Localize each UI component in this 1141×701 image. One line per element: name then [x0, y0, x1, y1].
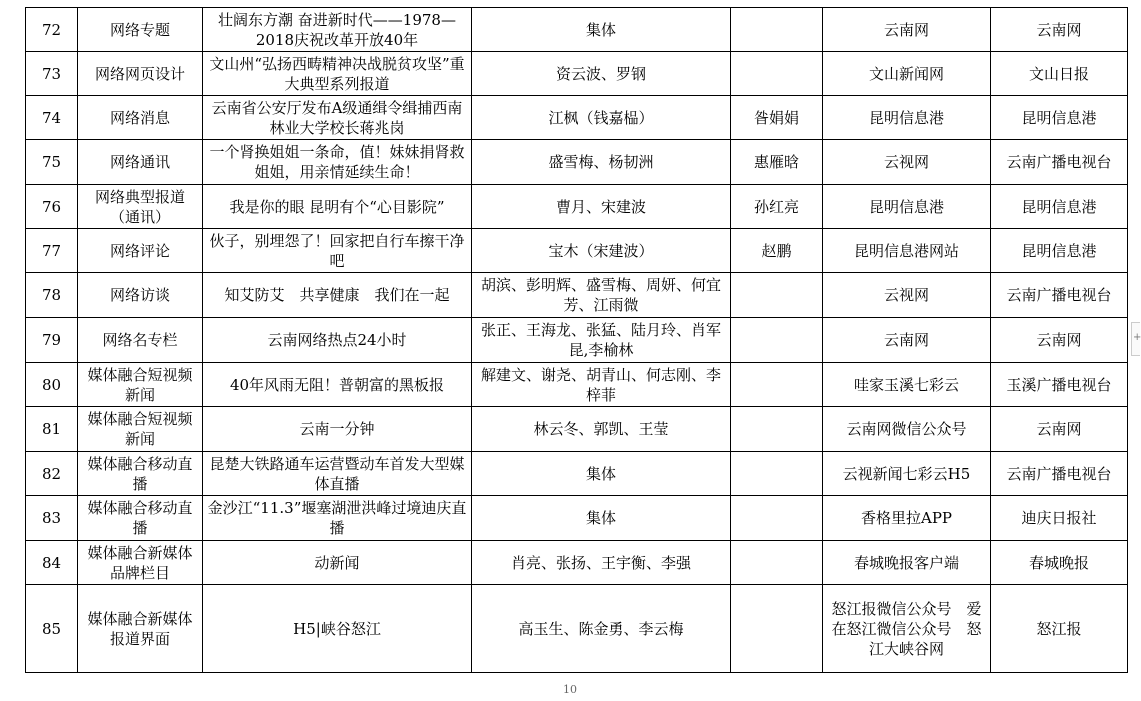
page-number: 10 — [563, 683, 577, 696]
cell-title: 云南省公安厅发布A级通缉令缉捕西南林业大学校长蒋兆岗 — [203, 96, 472, 140]
cell-editor — [731, 52, 823, 96]
table-row — [26, 541, 1128, 585]
cell-platform: 怒江报微信公众号 爱在怒江微信公众号 怒江大峡谷网 — [823, 585, 991, 673]
cell-platform: 昆明信息港 — [823, 96, 991, 140]
cell-authors: 宝木（宋建波） — [472, 229, 731, 273]
cell-editor — [731, 452, 823, 496]
awards-table — [25, 7, 1128, 673]
table-row — [26, 318, 1128, 363]
cell-title: 昆楚大铁路通车运营暨动车首发大型媒体直播 — [203, 452, 472, 496]
cell-platform: 香格里拉APP — [823, 496, 991, 541]
cell-editor — [731, 541, 823, 585]
cell-unit: 文山日报 — [991, 52, 1128, 96]
table-row — [26, 496, 1128, 541]
cell-authors: 盛雪梅、杨韧洲 — [472, 140, 731, 185]
table-row — [26, 229, 1128, 273]
cell-title: 文山州“弘扬西畴精神决战脱贫攻坚”重大典型系列报道 — [203, 52, 472, 96]
table-row — [26, 585, 1128, 673]
cell-category: 网络访谈 — [78, 273, 203, 318]
cell-category: 网络名专栏 — [78, 318, 203, 363]
cell-authors: 林云冬、郭凯、王莹 — [472, 407, 731, 452]
cell-number: 85 — [26, 585, 78, 673]
cell-category: 网络网页设计 — [78, 52, 203, 96]
cell-number: 74 — [26, 96, 78, 140]
table-row — [26, 96, 1128, 140]
table-row — [26, 452, 1128, 496]
cell-unit: 昆明信息港 — [991, 185, 1128, 229]
cell-title: 动新闻 — [203, 541, 472, 585]
table-row — [26, 140, 1128, 185]
cell-editor — [731, 318, 823, 363]
cell-unit: 怒江报 — [991, 585, 1128, 673]
cell-authors: 胡滨、彭明辉、盛雪梅、周妍、何宜芳、江雨微 — [472, 273, 731, 318]
cell-unit: 玉溪广播电视台 — [991, 363, 1128, 407]
cell-number: 77 — [26, 229, 78, 273]
cell-title: 我是你的眼 昆明有个“心目影院” — [203, 185, 472, 229]
cell-title: 云南一分钟 — [203, 407, 472, 452]
cell-authors: 集体 — [472, 452, 731, 496]
cell-category: 媒体融合移动直播 — [78, 496, 203, 541]
cell-title: 云南网络热点24小时 — [203, 318, 472, 363]
cell-unit: 云南网 — [991, 318, 1128, 363]
cell-unit: 云南网 — [991, 8, 1128, 52]
table-row — [26, 8, 1128, 52]
cell-authors: 高玉生、陈金勇、李云梅 — [472, 585, 731, 673]
table-row — [26, 52, 1128, 96]
cell-category: 网络典型报道（通讯） — [78, 185, 203, 229]
cell-number: 79 — [26, 318, 78, 363]
cell-editor — [731, 363, 823, 407]
cell-title: 金沙江“11.3”堰塞湖泄洪峰过境迪庆直播 — [203, 496, 472, 541]
cell-editor: 昝娟娟 — [731, 96, 823, 140]
cell-category: 媒体融合新媒体报道界面 — [78, 585, 203, 673]
cell-category: 媒体融合短视频新闻 — [78, 363, 203, 407]
cell-platform: 文山新闻网 — [823, 52, 991, 96]
cell-editor — [731, 496, 823, 541]
cell-platform: 昆明信息港网站 — [823, 229, 991, 273]
cell-number: 73 — [26, 52, 78, 96]
table-row — [26, 407, 1128, 452]
cell-category: 网络专题 — [78, 8, 203, 52]
cell-title: 壮阔东方潮 奋进新时代——1978—2018庆祝改革开放40年 — [203, 8, 472, 52]
cell-title: 知艾防艾 共享健康 我们在一起 — [203, 273, 472, 318]
cell-unit: 昆明信息港 — [991, 96, 1128, 140]
cell-number: 72 — [26, 8, 78, 52]
cell-title: H5|峡谷怒江 — [203, 585, 472, 673]
cell-authors: 肖亮、张扬、王宇衡、李强 — [472, 541, 731, 585]
cell-category: 媒体融合新媒体品牌栏目 — [78, 541, 203, 585]
cell-editor — [731, 273, 823, 318]
cell-category: 媒体融合短视频新闻 — [78, 407, 203, 452]
table-row — [26, 363, 1128, 407]
cell-number: 80 — [26, 363, 78, 407]
cell-platform: 云视网 — [823, 140, 991, 185]
cell-unit: 云南网 — [991, 407, 1128, 452]
cell-category: 网络通讯 — [78, 140, 203, 185]
cell-title: 40年风雨无阻！普朝富的黑板报 — [203, 363, 472, 407]
cell-unit: 昆明信息港 — [991, 229, 1128, 273]
cell-platform: 云南网 — [823, 8, 991, 52]
cell-editor — [731, 407, 823, 452]
cell-authors: 集体 — [472, 496, 731, 541]
cell-unit: 云南广播电视台 — [991, 273, 1128, 318]
cell-unit: 云南广播电视台 — [991, 140, 1128, 185]
cell-platform: 云视新闻七彩云H5 — [823, 452, 991, 496]
cell-authors: 资云波、罗钢 — [472, 52, 731, 96]
cell-unit: 春城晚报 — [991, 541, 1128, 585]
cell-category: 网络消息 — [78, 96, 203, 140]
cell-title: 一个肾换姐姐一条命，值！妹妹捐肾救姐姐，用亲情延续生命！ — [203, 140, 472, 185]
cell-unit: 云南广播电视台 — [991, 452, 1128, 496]
cell-editor — [731, 585, 823, 673]
cell-editor — [731, 8, 823, 52]
cell-platform: 云南网 — [823, 318, 991, 363]
cell-authors: 解建文、谢尧、胡青山、何志刚、李梓菲 — [472, 363, 731, 407]
scroll-marker[interactable] — [1131, 322, 1140, 356]
cell-number: 78 — [26, 273, 78, 318]
cell-platform: 昆明信息港 — [823, 185, 991, 229]
cell-editor: 孙红亮 — [731, 185, 823, 229]
cell-editor: 赵鹏 — [731, 229, 823, 273]
cell-platform: 云视网 — [823, 273, 991, 318]
cell-number: 83 — [26, 496, 78, 541]
cell-number: 76 — [26, 185, 78, 229]
cell-number: 84 — [26, 541, 78, 585]
table-row — [26, 273, 1128, 318]
cell-number: 81 — [26, 407, 78, 452]
cell-unit: 迪庆日报社 — [991, 496, 1128, 541]
cell-platform: 春城晚报客户端 — [823, 541, 991, 585]
cell-number: 75 — [26, 140, 78, 185]
cell-number: 82 — [26, 452, 78, 496]
cell-category: 网络评论 — [78, 229, 203, 273]
cell-authors: 集体 — [472, 8, 731, 52]
cell-editor: 惠雁晗 — [731, 140, 823, 185]
cell-category: 媒体融合移动直播 — [78, 452, 203, 496]
cell-authors: 张正、王海龙、张猛、陆月玲、肖军昆,李榆林 — [472, 318, 731, 363]
cell-platform: 哇家玉溪七彩云 — [823, 363, 991, 407]
cell-title: 伙子，别埋怨了！回家把自行车擦干净吧 — [203, 229, 472, 273]
plus-icon: + — [1133, 332, 1141, 343]
table-row — [26, 185, 1128, 229]
cell-platform: 云南网微信公众号 — [823, 407, 991, 452]
cell-authors: 江枫（钱嘉榀） — [472, 96, 731, 140]
cell-authors: 曹月、宋建波 — [472, 185, 731, 229]
